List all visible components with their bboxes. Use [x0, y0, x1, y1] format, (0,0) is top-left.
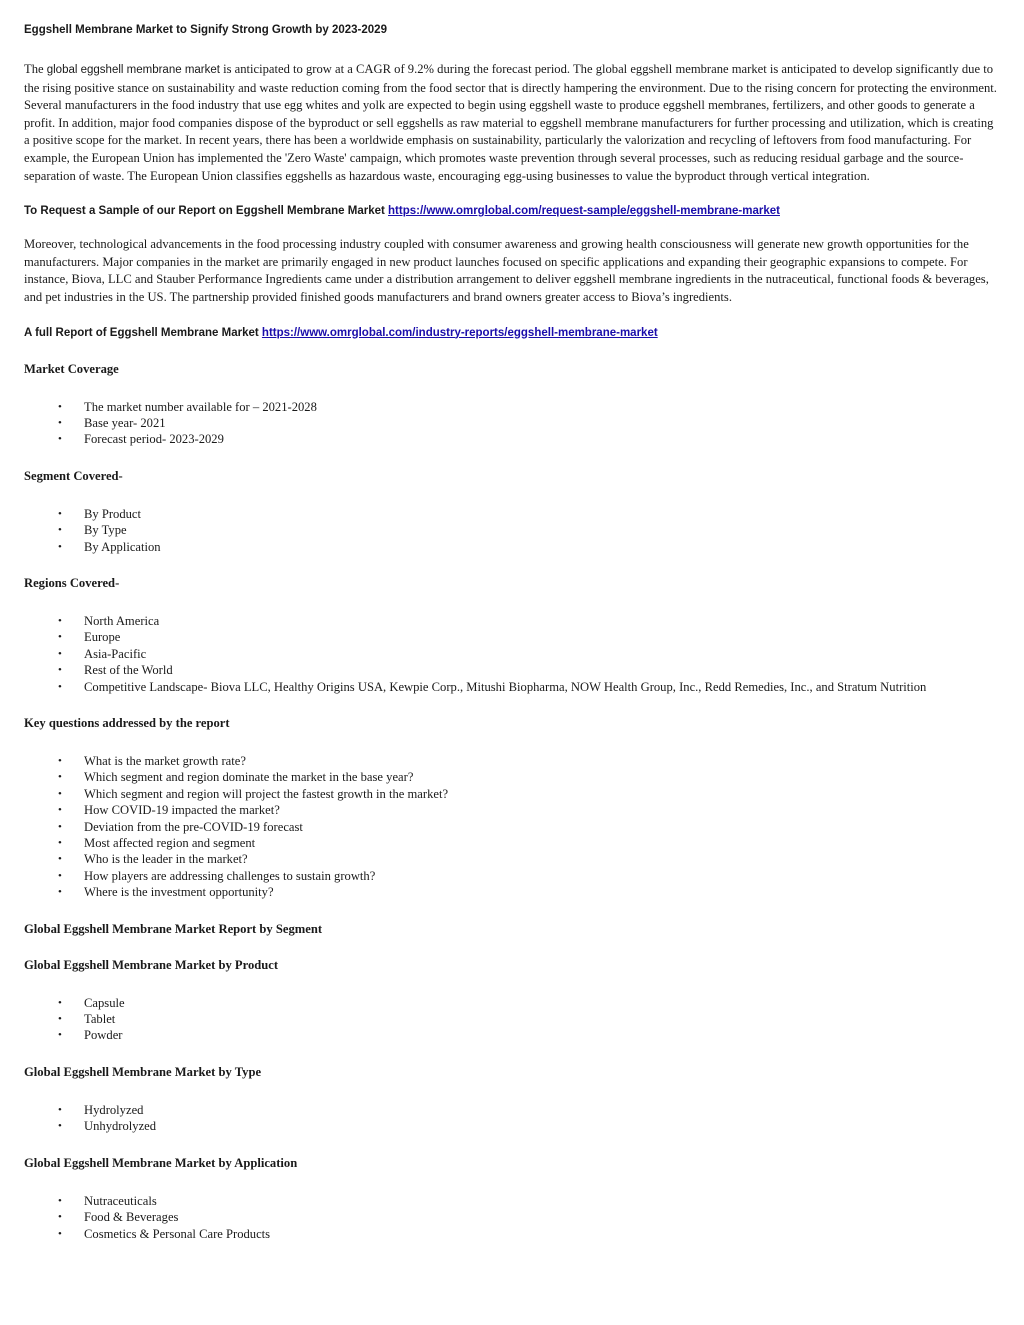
section-heading: Market Coverage [24, 361, 119, 376]
list-item [24, 629, 1000, 645]
report-sections [24, 361, 1000, 921]
bullet-icon: • [58, 524, 62, 537]
section-list [24, 753, 1000, 901]
intro-text: is anticipated to grow at a CAGR of 9.2% during the forecast period. The global eggshell membrane market is anticipated to develop significantly due to the rising positive stance on sustainability and waste reduction coming from the food sector that is directly hampering the environment. Due to the rising concern for protecting the environment. Several manufacturers in the food industry that use egg whites and yolk are expected to begin using eggshell waste to produce eggshell membranes, fertilizers, and other goods to generate a profit. In addition, major food companies dispose of the byproduct or sell eggshells as raw material to eggshell membrane manufacturers for further processing and utilization, which is creating a positive scope for the market. In recent years, there has been a worldwide emphasis on sustainability, particularly the valorization and recycling of leftovers from food manufacturing. For example, the European Union has implemented the 'Zero Waste' campaign, which promotes waste prevention through several processes, such as reducing residual garbage and the source-separation of waste. The European Union classifies eggshells as hazardous waste, encouraging egg-using businesses to value the byproduct through vertical integration. [24, 62, 997, 183]
list-item-text: Forecast period- 2023-2029 [84, 432, 224, 447]
list-item [24, 851, 1000, 867]
list-item [24, 1226, 1000, 1242]
list-item-text: Capsule [84, 995, 125, 1010]
list-item [24, 613, 1000, 629]
bullet-icon: • [58, 1120, 62, 1133]
bullet-icon: • [58, 631, 62, 644]
sample-request-label: To Request a Sample of our Report on Eggshell Membrane Market [24, 205, 389, 218]
segment-list [24, 995, 1000, 1044]
list-item-text: North America [84, 613, 160, 628]
segment-list [24, 1102, 1000, 1135]
list-item [24, 539, 1000, 555]
list-item [24, 1193, 1000, 1209]
bullet-icon: • [58, 1013, 62, 1026]
list-item-text: How COVID-19 impacted the market? [84, 803, 280, 818]
full-report-line [24, 325, 1000, 341]
list-item [24, 415, 1000, 431]
bullet-icon: • [58, 507, 62, 520]
list-item-text: Competitive Landscape- Biova LLC, Healthy Origins USA, Kewpie Corp., Mitushi Biopharma, NOW Health Group, Inc., Redd Remedies, Inc., and Stratum Nutrition [84, 679, 927, 694]
list-item [24, 868, 1000, 884]
sample-request-line [24, 203, 1000, 219]
list-item-text: Which segment and region will project the fastest growth in the market? [84, 786, 449, 801]
bullet-icon: • [58, 664, 62, 677]
intro-paragraph [24, 61, 1000, 185]
list-item [24, 522, 1000, 538]
intro-emphasis: global eggshell membrane market [46, 64, 220, 76]
bullet-icon: • [58, 400, 62, 413]
list-item [24, 506, 1000, 522]
bullet-icon: • [58, 820, 62, 833]
segment-report-heading: Global Eggshell Membrane Market Report by Segment [24, 921, 323, 936]
list-item-text: The market number available for – 2021-2028 [84, 399, 317, 414]
list-item [24, 1027, 1000, 1043]
list-item [24, 1102, 1000, 1118]
bullet-icon: • [58, 755, 62, 767]
section-list [24, 613, 1000, 695]
list-item [24, 1118, 1000, 1134]
list-item-text: Where is the investment opportunity? [84, 885, 274, 900]
full-report-label: A full Report of Eggshell Membrane Market [24, 326, 262, 339]
segment-sections [24, 957, 1000, 1262]
list-item-text: Tablet [84, 1012, 116, 1027]
list-item-text: Unhydrolyzed [84, 1119, 157, 1134]
list-item-text: By Type [84, 523, 127, 538]
segment-heading: Global Eggshell Membrane Market by Type [24, 1064, 262, 1079]
segment-heading: Global Eggshell Membrane Market by Product [24, 957, 279, 972]
list-item-text: Which segment and region dominate the market in the base year? [84, 770, 414, 785]
list-item [24, 835, 1000, 851]
document-title: Eggshell Membrane Market to Signify Strong Growth by 2023-2029 [24, 24, 387, 36]
growth-paragraph: Moreover, technological advancements in the food processing industry coupled with consumer awareness and growing health consciousness will generate new growth opportunities for the manufacturers. Major companies in the market are primarily engaged in new product launches focused on specific applications and expanding their geographic expansions to compete. For instance, Biova, LLC and Stauber Performance Ingredients came under a distribution arrangement to deliver eggshell membrane ingredients in the nutraceutical, functional foods & beverages, and pet industries in the US. The partnership provided finished goods manufacturers and brand owners greater access to Biova’s ingredients. [24, 237, 989, 304]
list-item [24, 1011, 1000, 1027]
section-heading: Regions Covered- [24, 575, 120, 590]
bullet-icon: • [58, 886, 62, 899]
list-item [24, 819, 1000, 835]
list-item-text: Hydrolyzed [84, 1102, 144, 1117]
list-item-text: Cosmetics & Personal Care Products [84, 1226, 271, 1241]
section-heading: Segment Covered- [24, 468, 123, 483]
list-item-text: Powder [84, 1028, 123, 1043]
bullet-icon: • [58, 804, 62, 817]
list-item-text: Europe [84, 630, 121, 645]
bullet-icon: • [58, 680, 62, 693]
bullet-icon: • [58, 647, 62, 660]
bullet-icon: • [58, 540, 62, 553]
list-item-text: By Product [84, 506, 142, 521]
bullet-icon: • [58, 1211, 62, 1224]
bullet-icon: • [58, 837, 62, 850]
list-item-text: By Application [84, 539, 161, 554]
list-item [24, 884, 1000, 900]
bullet-icon: • [58, 416, 62, 429]
list-item [24, 802, 1000, 818]
bullet-icon: • [58, 433, 62, 446]
document-page [24, 22, 1000, 1262]
list-item-text: Asia-Pacific [84, 646, 147, 661]
segment-heading: Global Eggshell Membrane Market by Application [24, 1155, 298, 1170]
section-heading: Key questions addressed by the report [24, 716, 230, 730]
list-item [24, 786, 1000, 802]
bullet-icon: • [58, 1103, 62, 1116]
segment-list [24, 1193, 1000, 1242]
list-item [24, 769, 1000, 785]
list-item [24, 646, 1000, 662]
full-report-link[interactable]: https://www.omrglobal.com/industry-reports/eggshell-membrane-market [261, 326, 658, 339]
list-item [24, 662, 1000, 678]
bullet-icon: • [58, 771, 62, 784]
list-item-text: Nutraceuticals [84, 1193, 157, 1208]
list-item-text: Who is the leader in the market? [84, 852, 248, 867]
bullet-icon: • [58, 614, 62, 627]
section-list [24, 506, 1000, 555]
list-item-text: Most affected region and segment [84, 836, 256, 851]
bullet-icon: • [58, 853, 62, 866]
bullet-icon: • [58, 1029, 62, 1042]
list-item [24, 753, 1000, 769]
bullet-icon: • [58, 787, 62, 800]
bullet-icon: • [58, 1227, 62, 1240]
list-item-text: Food & Beverages [84, 1210, 179, 1225]
list-item [24, 679, 1000, 695]
list-item-text: How players are addressing challenges to sustain growth? [84, 868, 376, 883]
bullet-icon: • [58, 996, 62, 1009]
list-item-text: What is the market growth rate? [84, 754, 246, 768]
intro-lead: The [24, 62, 47, 76]
list-item-text: Deviation from the pre-COVID-19 forecast [84, 819, 303, 834]
section-list [24, 399, 1000, 448]
list-item [24, 995, 1000, 1011]
bullet-icon: • [58, 869, 62, 882]
sample-request-link[interactable]: https://www.omrglobal.com/request-sample/eggshell-membrane-market [388, 205, 780, 218]
list-item [24, 431, 1000, 447]
list-item-text: Rest of the World [84, 663, 173, 678]
list-item-text: Base year- 2021 [84, 415, 166, 430]
list-item [24, 399, 1000, 415]
bullet-icon: • [58, 1194, 62, 1207]
list-item [24, 1209, 1000, 1225]
